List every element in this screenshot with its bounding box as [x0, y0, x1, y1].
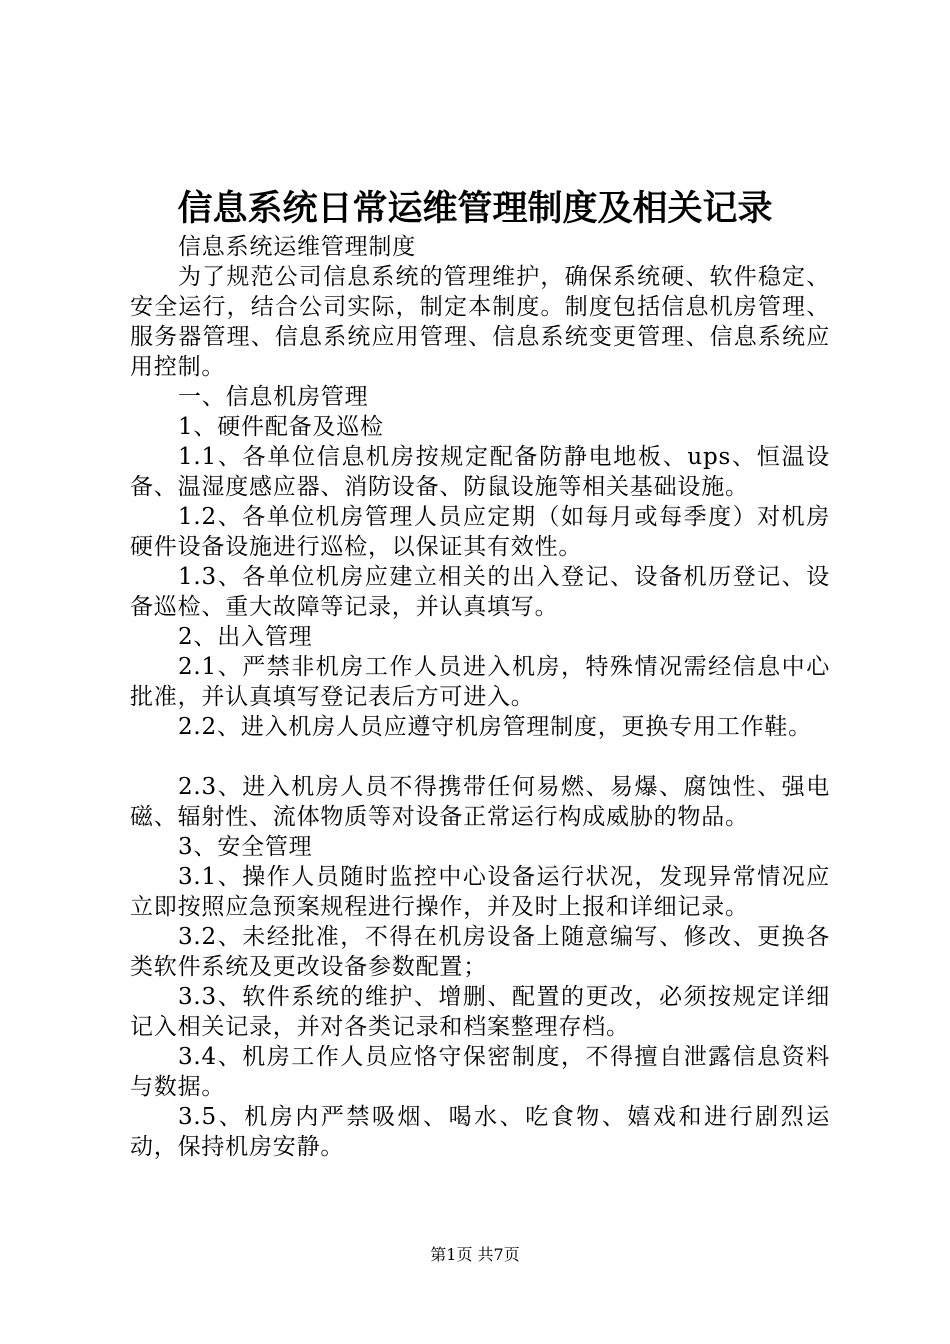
paragraph-item-3-3: 3.3、软件系统的维护、增删、配置的更改，必须按规定详细记入相关记录，并对各类记录和档案整理存档。 [130, 984, 830, 1040]
paragraph-item-1-3: 1.3、各单位机房应建立相关的出入登记、设备机历登记、设备巡检、重大故障等记录，并认真填写。 [130, 564, 830, 620]
paragraph-subheading-3: 3、安全管理 [178, 834, 313, 860]
paragraph-item-3-2: 3.2、未经批准，不得在机房设备上随意编写、修改、更换各类软件系统及更改设备参数配置； [130, 924, 830, 980]
paragraph-item-3-4: 3.4、机房工作人员应恪守保密制度，不得擅自泄露信息资料与数据。 [130, 1044, 830, 1100]
paragraph-item-3-1: 3.1、操作人员随时监控中心设备运行状况，发现异常情况应立即按照应急预案规程进行操作，并及时上报和详细记录。 [130, 864, 830, 920]
page-footer: 第1页 共7页 [430, 1245, 520, 1264]
document-title: 信息系统日常运维管理制度及相关记录 [177, 189, 773, 229]
paragraph-item-2-2: 2.2、进入机房人员应遵守机房管理制度，更换专用工作鞋。 [178, 714, 812, 740]
paragraph-item-3-5: 3.5、机房内严禁吸烟、喝水、吃食物、嬉戏和进行剧烈运动，保持机房安静。 [130, 1104, 830, 1160]
paragraph-item-1-2: 1.2、各单位机房管理人员应定期（如每月或每季度）对机房硬件设备设施进行巡检，以保证其有效性。 [130, 504, 830, 560]
paragraph-subheading-2: 2、出入管理 [178, 624, 313, 650]
document-body [130, 232, 830, 1162]
paragraph-item-2-1: 2.1、严禁非机房工作人员进入机房，特殊情况需经信息中心批准，并认真填写登记表后方可进入。 [130, 654, 830, 710]
paragraph-item-2-3: 2.3、进入机房人员不得携带任何易燃、易爆、腐蚀性、强电磁、辐射性、流体物质等对设备正常运行构成威胁的物品。 [130, 774, 830, 830]
paragraph-intro: 为了规范公司信息系统的管理维护，确保系统硬、软件稳定、安全运行，结合公司实际，制定本制度。制度包括信息机房管理、服务器管理、信息系统应用管理、信息系统变更管理、信息系统应用控制。 [130, 264, 830, 380]
paragraph-heading-1: 一、信息机房管理 [178, 384, 369, 410]
paragraph-item-1-1: 1.1、各单位信息机房按规定配备防静电地板、ups、恒温设备、温湿度感应器、消防设备、防鼠设施等相关基础设施。 [130, 444, 830, 500]
paragraph-section-heading: 信息系统运维管理制度 [178, 234, 416, 260]
paragraph-subheading-1: 1、硬件配备及巡检 [178, 414, 384, 440]
